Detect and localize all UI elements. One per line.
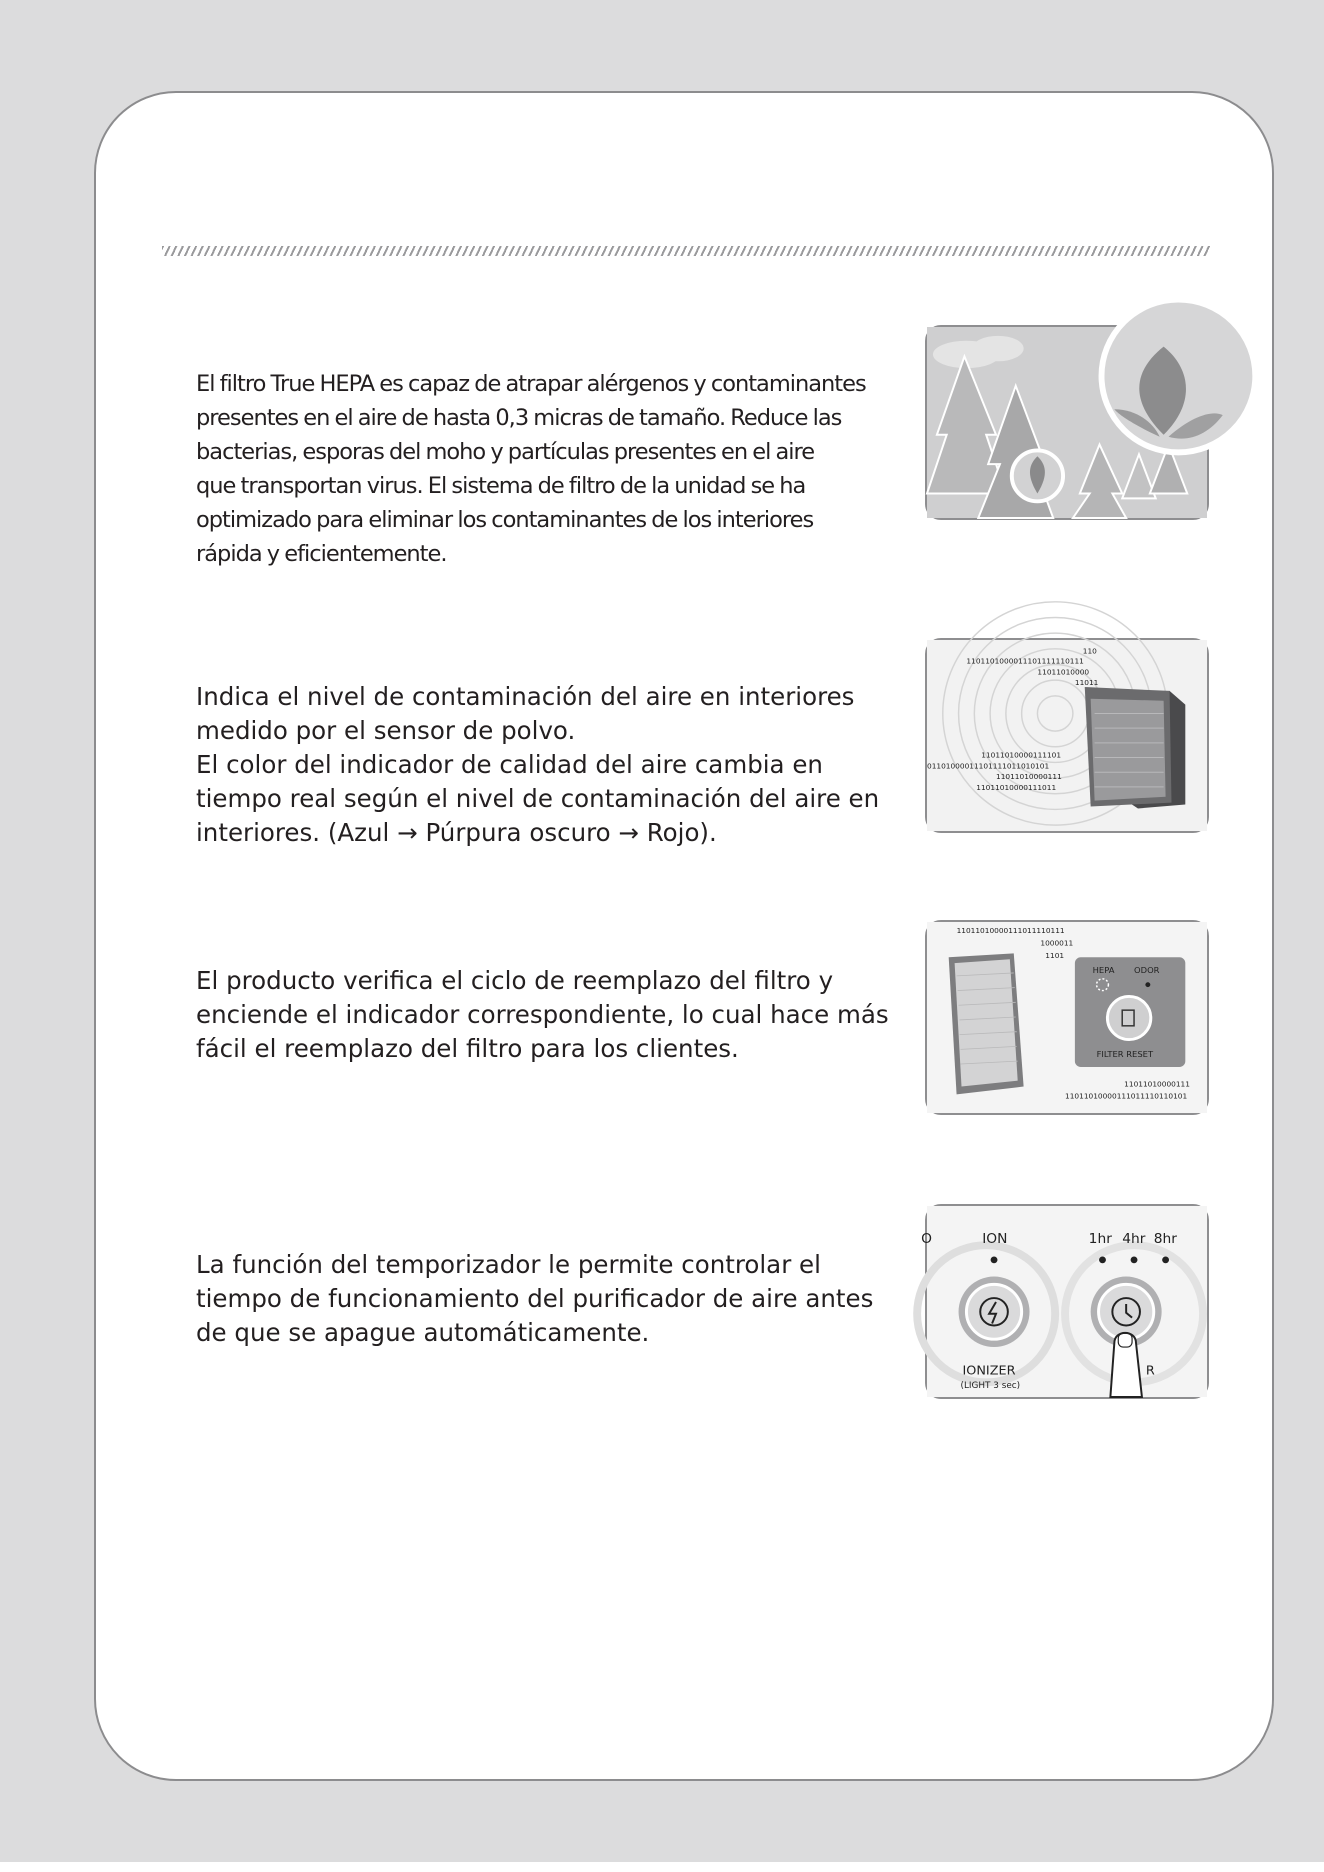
hatched-divider: [162, 246, 1210, 256]
text-line: El color del indicador de calidad del aire cambia en: [196, 750, 823, 779]
binary-text: 110: [1082, 646, 1097, 656]
timer-button-illustration: [921, 1204, 1209, 1399]
text-line: optimizado para eliminar los contaminantes de los interiores: [196, 507, 814, 533]
air-purifier-sensor-illustration: [925, 638, 1209, 833]
text-line: tiempo real según el nivel de contaminación del aire en: [196, 784, 880, 813]
binary-text: 01101000011101111011010101: [927, 761, 1050, 771]
binary-text: 1101: [1045, 951, 1065, 961]
timer-4hr-label: 4hr: [1122, 1231, 1146, 1248]
timer-1hr-label: 1hr: [1088, 1231, 1112, 1248]
text-line: tiempo de funcionamiento del purificador de aire antes: [196, 1284, 874, 1313]
text-line: La función del temporizador le permite controlar el: [196, 1250, 821, 1279]
feature-filter-indicator-text: [196, 964, 889, 1066]
text-line: enciende el indicador correspondiente, lo cual hace más: [196, 1000, 889, 1029]
bottom-strip: [0, 1862, 1324, 1872]
text-line: rápida y eficientemente.: [196, 541, 447, 567]
binary-text: 11011010000111011110111: [956, 925, 1065, 935]
text-line: fácil el reemplazo del filtro para los clientes.: [196, 1034, 739, 1063]
ionizer-hint-label: (LIGHT 3 sec): [960, 1381, 1021, 1392]
binary-text: 11011010000111: [996, 772, 1062, 782]
filter-reset-label: FILTER RESET: [1096, 1049, 1154, 1060]
text-line: presentes en el aire de hasta 0,3 micras de tamaño. Reduce las: [196, 405, 842, 431]
filter-reset-panel-illustration: [925, 920, 1209, 1115]
text-line: El producto verifica el ciclo de reemplazo del filtro y: [196, 966, 834, 995]
feature-air-quality-text: [196, 680, 880, 850]
binary-text: 11011: [1074, 678, 1099, 688]
binary-text: 11011010000: [1037, 667, 1090, 677]
binary-text: 11011010000111011110110101: [1065, 1091, 1188, 1101]
binary-text: 1000011: [1040, 938, 1074, 948]
binary-text: 11011010000111011: [976, 782, 1057, 792]
ion-label: ION: [982, 1231, 1008, 1248]
text-line: que transportan virus. El sistema de filtro de la unidad se ha: [196, 473, 806, 499]
text-line: El filtro True HEPA es capaz de atrapar alérgenos y contaminantes: [196, 371, 866, 397]
binary-text: 1101101000011101111110111: [966, 656, 1084, 666]
cut-label: R: [1145, 1363, 1155, 1379]
forest-leaf-illustration: [925, 325, 1209, 520]
text-line: interiores. (Azul → Púrpura oscuro → Rojo).: [196, 818, 717, 847]
cut-label: O: [921, 1231, 932, 1248]
timer-8hr-label: 8hr: [1153, 1231, 1177, 1248]
odor-label: ODOR: [1134, 964, 1160, 975]
feature-timer-text: [196, 1248, 874, 1350]
text-line: medido por el sensor de polvo.: [196, 716, 576, 745]
hepa-label: HEPA: [1092, 964, 1115, 975]
text-line: Indica el nivel de contaminación del aire en interiores: [196, 682, 855, 711]
feature-hepa-text: [196, 367, 866, 571]
text-line: de que se apague automáticamente.: [196, 1318, 650, 1347]
ionizer-label: IONIZER: [962, 1363, 1016, 1379]
text-line: bacterias, esporas del moho y partículas presentes en el aire: [196, 439, 815, 465]
binary-text: 11011010000111: [1124, 1079, 1190, 1089]
binary-text: 11011010000111101: [981, 750, 1062, 760]
